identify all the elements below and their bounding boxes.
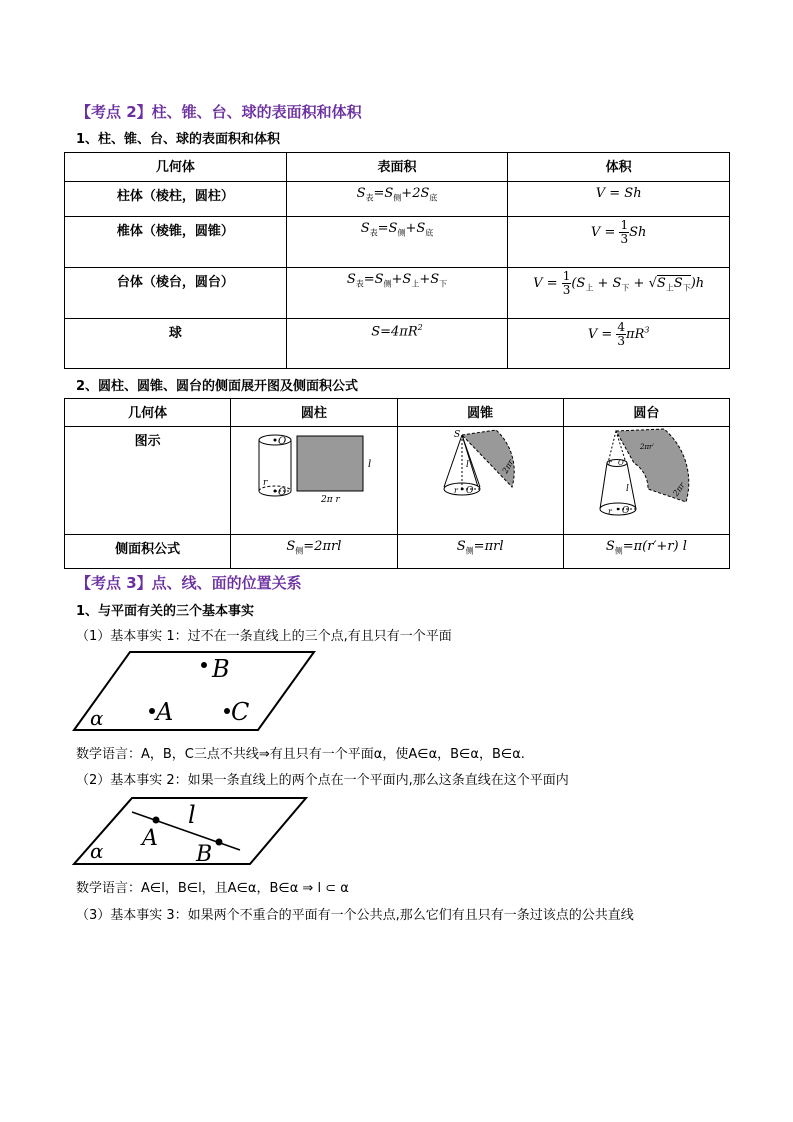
table2-header-solid: 几何体 [65,399,231,427]
table-row [65,217,730,268]
cone-label-s: S [453,430,460,440]
cylinder-label-r: r [263,478,268,488]
table-row [65,182,730,217]
fact-3-text: （3）基本事实 3：如果两个不重合的平面有一个公共点,那么它们有且只有一条过该点的公共直线 [76,908,634,923]
table1-header-solid: 几何体 [65,153,287,182]
fig2-point-b-label: B [196,842,213,867]
frustum-label-2pir: 2πr [670,480,687,498]
surface-volume-table [64,152,730,369]
frustum-label-o: O [621,506,630,516]
table2-figure-label: 图示 [65,427,231,535]
fact-1-text: （1）基本事实 1：过不在一条直线上的三个点,有且只有一个平面 [76,629,452,644]
section-2-subtitle-2: 2、圆柱、圆锥、圆台的侧面展开图及侧面积公式 [76,379,359,394]
cylinder-lateral-formula: $S_侧=2\pi rl$ [231,535,397,569]
point-a-label: A [156,698,174,726]
cylinder-figure [231,427,397,535]
cylinder-label-l: l [368,459,372,470]
cylinder-label-o-top: O [278,436,287,447]
lateral-area-table [64,398,730,569]
frustum-net-diagram [564,427,729,530]
table1-area-frustum: $S_表=S_侧+S_上+S_下$ [286,268,508,319]
fig2-point-a-label: A [142,826,158,851]
table1-row-pyramid: 椎体（棱锥，圆锥） [65,217,287,268]
table1-row-sphere: 球 [65,319,287,369]
table1-header-area: 表面积 [286,153,508,182]
cone-label-o: O [465,486,473,496]
table1-header-volume: 体积 [508,153,730,182]
table-row [65,319,730,369]
cylinder-label-o: O [278,487,287,498]
table1-area-pyramid: $S_表=S_侧+S_底$ [286,217,508,268]
cylinder-net-diagram [231,427,396,530]
table1-volume-sphere: V = $\frac{4}{3}$ $\pi R^3$ [508,319,730,369]
cone-net-diagram [398,427,563,530]
cylinder-label-2pir: 2π r [321,495,341,505]
point-c-label: C [231,698,250,726]
table1-row-prism: 柱体（棱柱，圆柱） [65,182,287,217]
frustum-label-o1: O′ [617,459,626,467]
table1-volume-prism: V = Sh [508,182,730,217]
math-language-1: 数学语言：A，B，C三点不共线⇒有且只有一个平面α，使A∈α，B∈α，B∈α. [76,747,525,762]
table1-area-sphere: $S=4\pi R^2$ [286,319,508,369]
frustum-figure [563,427,729,535]
frustum-label-2pir1: 2πr′ [639,443,654,451]
frustum-lateral-formula: $S_侧=\pi(r'+r)$ l [563,535,729,569]
table1-volume-pyramid: V = $\frac{1}{3}$ Sh [508,217,730,268]
fact-2-text: （2）基本事实 2：如果一条直线上的两个点在一个平面内,那么这条直线在这个平面内 [76,773,569,788]
cone-label-l: l [465,460,469,470]
table2-formula-label: 侧面积公式 [65,535,231,569]
frustum-label-r: r [607,507,612,516]
section-2-title: 【考点 2】柱、锥、台、球的表面积和体积 [76,103,362,121]
table2-header-cone: 圆锥 [397,399,563,427]
frustum-label-r1: r′ [607,459,613,467]
section-3-title: 【考点 3】点、线、面的位置关系 [76,574,302,592]
math-language-2: 数学语言：A∈l，B∈l，且A∈α，B∈α ⇒ l ⊂ α [76,881,349,896]
cone-lateral-formula: $S_侧=\pi rl$ [397,535,563,569]
table1-volume-frustum: V = $\frac{1}{3}$ $(S_上 + S_下 + √S_上S_下)h$ [508,268,730,319]
point-b-label: B [212,655,230,683]
table2-header-frustum: 圆台 [563,399,729,427]
table2-header-cylinder: 圆柱 [231,399,397,427]
table1-row-frustum: 台体（棱台，圆台） [65,268,287,319]
cone-label-r: r [453,486,458,495]
line-l-label: l [188,801,196,829]
cone-label-2pir: 2πr [500,458,515,475]
frustum-label-l: l [625,484,629,494]
cone-figure [397,427,563,535]
table1-area-prism: $S_表=S_侧+2S_底$ [286,182,508,217]
table-row [65,268,730,319]
section-3-subtitle-1: 1、与平面有关的三个基本事实 [76,604,255,619]
line-in-plane-diagram [72,794,312,868]
plane-alpha-label: α [90,706,104,730]
section-2-subtitle-1: 1、柱、锥、台、球的表面积和体积 [76,132,281,147]
fig2-plane-alpha-label: α [90,839,104,863]
plane-three-points-diagram [72,648,322,734]
